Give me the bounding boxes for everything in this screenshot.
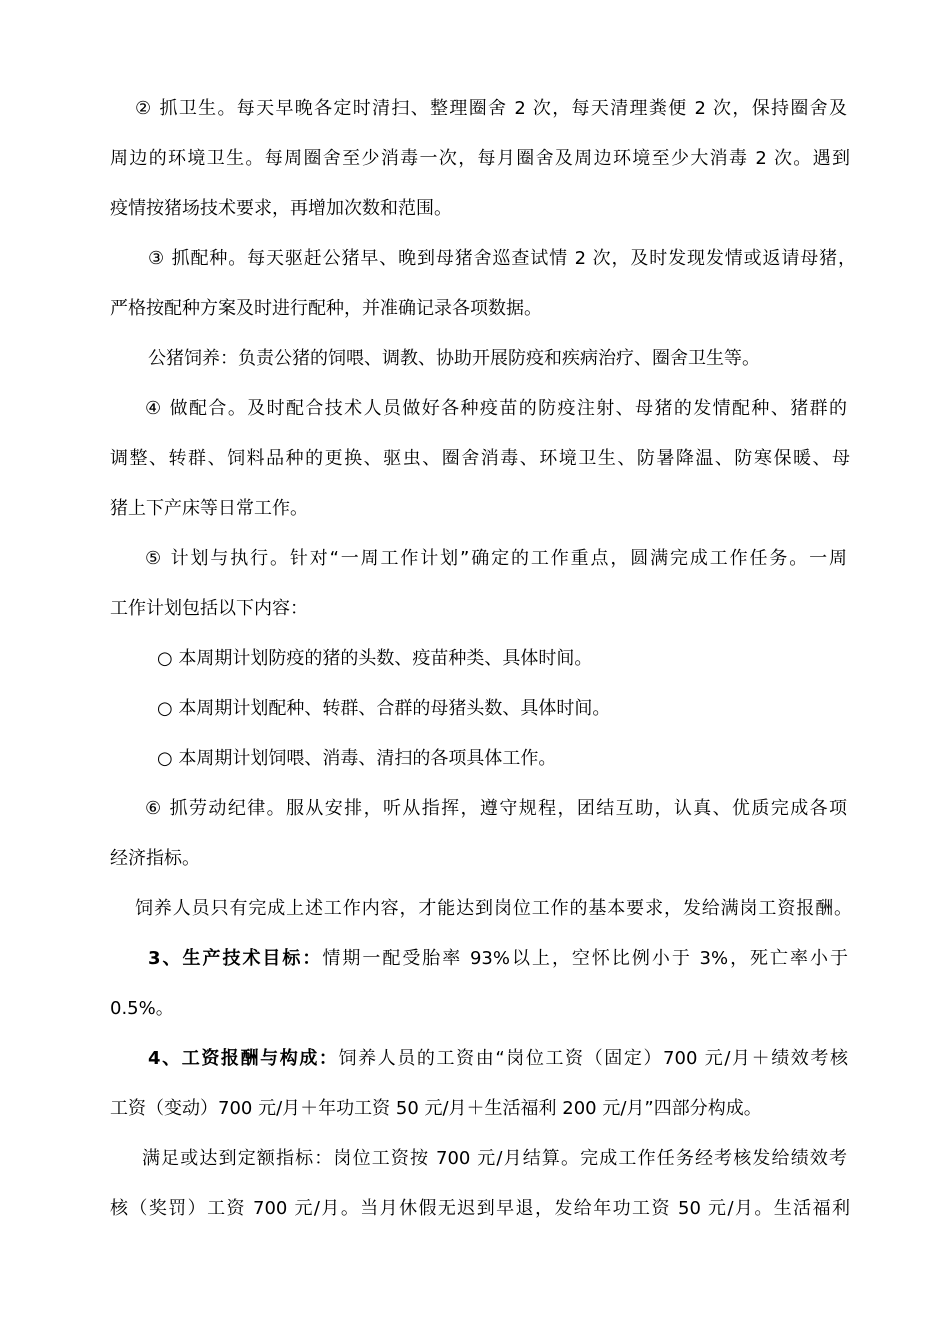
paragraph-production-target-line-1 (148, 947, 848, 971)
paragraph-quota-line-1: 满足或达到定额指标：岗位工资按 700 元/月结算。完成工作任务经考核发给绩效考 (142, 1148, 847, 1169)
paragraph-cooperation-line-2: 调整、转群、饲料品种的更换、驱虫、圈舍消毒、环境卫生、防暑降温、防寒保暖、母 (110, 448, 850, 469)
paragraph-breeding-line-1: ③ 抓配种。每天驱赶公猪早、晚到母猪舍巡查试情 2 次，及时发现发情或返请母猪， (148, 248, 856, 269)
paragraph-hygiene-line-3: 疫情按猪场技术要求，再增加次数和范围。 (110, 198, 452, 219)
production-target-text: 情期一配受胎率 93%以上，空怀比例小于 3%，死亡率小于 (322, 948, 848, 969)
paragraph-quota-line-2: 核（奖罚）工资 700 元/月。当月休假无迟到早退，发给年功工资 50 元/月。生活福利 (110, 1198, 850, 1219)
paragraph-plan-line-1: ⑤ 计划与执行。针对“一周工作计划”确定的工作重点，圆满完成工作任务。一周 (145, 548, 847, 569)
paragraph-cooperation-line-1: ④ 做配合。及时配合技术人员做好各种疫苗的防疫注射、母猪的发情配种、猪群的 (145, 398, 847, 419)
heading-production-target: 3、生产技术目标： (148, 948, 323, 969)
paragraph-hygiene-line-2: 周边的环境卫生。每周圈舍至少消毒一次，每月圈舍及周边环境至少大消毒 2 次。遇到 (110, 148, 850, 169)
heading-salary-structure: 4、工资报酬与构成： (148, 1048, 339, 1069)
paragraph-plan-line-2: 工作计划包括以下内容： (110, 598, 308, 619)
paragraph-salary-line-1 (148, 1047, 848, 1071)
list-item-breeding-plan: ○ 本周期计划配种、转群、合群的母猪头数、具体时间。 (157, 698, 611, 719)
salary-structure-text: 饲养人员的工资由“岗位工资（固定）700 元/月＋绩效考核 (338, 1048, 848, 1069)
paragraph-hygiene-line-1: ② 抓卫生。每天早晚各定时清扫、整理圈舍 2 次，每天清理粪便 2 次，保持圈舍及 (135, 98, 847, 119)
list-item-feeding-plan: ○ 本周期计划饲喂、消毒、清扫的各项具体工作。 (157, 748, 557, 769)
paragraph-discipline-line-1: ⑥ 抓劳动纪律。服从安排，听从指挥，遵守规程，团结互助，认真、优质完成各项 (145, 798, 847, 819)
paragraph-production-target-line-2: 0.5%。 (110, 998, 174, 1019)
paragraph-salary-line-2: 工资（变动）700 元/月＋年功工资 50 元/月＋生活福利 200 元/月”四部分构成。 (110, 1098, 762, 1119)
paragraph-breeding-line-2: 严格按配种方案及时进行配种，并准确记录各项数据。 (110, 298, 542, 319)
list-item-epidemic-plan: ○ 本周期计划防疫的猪的头数、疫苗种类、具体时间。 (157, 648, 593, 669)
paragraph-discipline-line-2: 经济指标。 (110, 848, 200, 869)
paragraph-boar-feeding: 公猪饲养：负责公猪的饲喂、调教、协助开展防疫和疾病治疗、圈舍卫生等。 (148, 348, 760, 369)
paragraph-full-salary: 饲养人员只有完成上述工作内容，才能达到岗位工作的基本要求，发给满岗工资报酬。 (135, 898, 852, 919)
paragraph-cooperation-line-3: 猪上下产床等日常工作。 (110, 498, 308, 519)
